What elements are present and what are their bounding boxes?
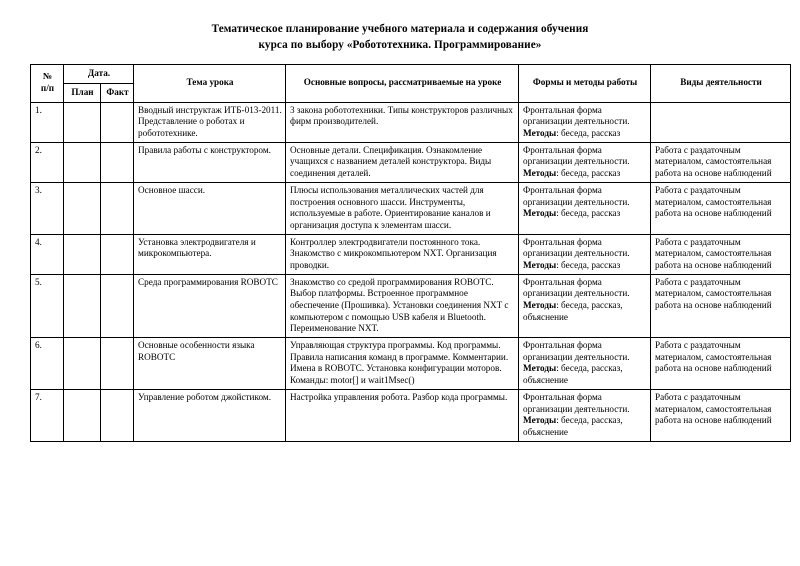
forms-methods-label: Методы [523, 208, 557, 219]
cell-activities: Работа с раздаточным материалом, самостоятельная работа на основе наблюдений [651, 274, 791, 337]
cell-questions: Основные детали. Спецификация. Ознакомление учащихся с названием деталей конструктора. Виды соединения деталей. [286, 142, 519, 182]
page-title-line-1: Тематическое планирование учебного материала и содержания обучения [211, 23, 589, 35]
cell-topic: Установка электродвигателя и микрокомпьютера. [134, 234, 286, 274]
forms-methods-value: : беседа, рассказ, объяснение [523, 415, 623, 437]
page-title [0, 0, 800, 54]
forms-methods-value: : беседа, рассказ [556, 128, 621, 139]
forms-methods-value: : беседа, рассказ, объяснение [523, 300, 623, 322]
table-row [31, 182, 791, 234]
cell-forms-and-methods [519, 102, 651, 142]
forms-organization-text: Фронтальная форма организации деятельности. [523, 276, 630, 299]
column-header-date: Дата. [64, 64, 134, 83]
cell-questions: Управляющая структура программы. Код программы. Правила написания команд в программе. Комментарии. Имена в ROBOTC. Установка конфигурации моторов. Команды: motor[] и wait1Msec() [286, 338, 519, 390]
cell-forms-and-methods [519, 142, 651, 182]
cell-activities [651, 102, 791, 142]
cell-date-fact [101, 142, 134, 182]
cell-date-plan [64, 182, 101, 234]
cell-questions: Знакомство со средой программирования ROBOTC. Выбор платформы. Встроенное программное обеспечение (Прошивка). Установки соединения NXT с компьютером с помощью USB кабеля и Bluetooth. Переименование NXT. [286, 274, 519, 337]
cell-date-plan [64, 274, 101, 337]
cell-questions: Плюсы использования металлических частей для построения основного шасси. Инструменты, используемые в работе. Ориентирование каналов и организация доступа к элементам шасси. [286, 182, 519, 234]
column-header-number-line-2: п/п [40, 83, 55, 94]
forms-organization-text: Фронтальная форма организации деятельности. [523, 340, 630, 362]
table-header-row-1 [31, 64, 791, 83]
column-header-number [31, 64, 64, 102]
cell-number: 2. [31, 142, 64, 182]
cell-questions: Настройка управления робота. Разбор кода программы. [286, 389, 519, 441]
table-row [31, 338, 791, 390]
forms-methods-value: : беседа, рассказ [556, 168, 621, 179]
cell-number: 5. [31, 274, 64, 337]
table-body [31, 102, 791, 441]
forms-methods-label: Методы [523, 363, 557, 374]
cell-date-fact [101, 182, 134, 234]
cell-forms-and-methods [519, 274, 651, 337]
cell-number: 7. [31, 389, 64, 441]
cell-activities: Работа с раздаточным материалом, самостоятельная работа на основе наблюдений [651, 182, 791, 234]
forms-organization-text: Фронтальная форма организации деятельности. [523, 184, 630, 207]
cell-topic: Вводный инструктаж ИТБ-013-2011. Представление о роботах и робототехнике. [134, 102, 286, 142]
cell-date-plan [64, 389, 101, 441]
table-row [31, 234, 791, 274]
cell-topic: Основное шасси. [134, 182, 286, 234]
cell-topic: Правила работы с конструктором. [134, 142, 286, 182]
cell-date-fact [101, 274, 134, 337]
forms-methods-label: Методы [523, 259, 557, 270]
cell-activities: Работа с раздаточным материалом, самостоятельная работа на основе наблюдений [651, 389, 791, 441]
cell-date-plan [64, 142, 101, 182]
table-row [31, 389, 791, 441]
column-header-plan: План [64, 83, 101, 102]
cell-forms-and-methods [519, 234, 651, 274]
cell-forms-and-methods [519, 338, 651, 390]
column-header-questions: Основные вопросы, рассматриваемые на уроке [286, 64, 519, 102]
column-header-topic: Тема урока [134, 64, 286, 102]
cell-activities: Работа с раздаточным материалом, самостоятельная работа на основе наблюдений [651, 142, 791, 182]
cell-date-fact [101, 389, 134, 441]
cell-forms-and-methods [519, 182, 651, 234]
table-row [31, 274, 791, 337]
cell-date-plan [64, 338, 101, 390]
cell-number: 6. [31, 338, 64, 390]
cell-activities: Работа с раздаточным материалом, самостоятельная работа на основе наблюдений [651, 338, 791, 390]
plan-table-container [0, 64, 800, 442]
cell-topic: Основные особенности языка ROBOTC [134, 338, 286, 390]
thematic-plan-table [30, 64, 791, 442]
column-header-fact: Факт [101, 83, 134, 102]
page-title-line-2: курса по выбору «Робототехника. Программирование» [258, 38, 542, 51]
column-header-activities: Виды деятельности [651, 64, 791, 102]
cell-topic: Управление роботом джойстиком. [134, 389, 286, 441]
cell-date-fact [101, 102, 134, 142]
table-row [31, 142, 791, 182]
cell-activities: Работа с раздаточным материалом, самостоятельная работа на основе наблюдений [651, 234, 791, 274]
forms-organization-text: Фронтальная форма организации деятельности. [523, 236, 630, 259]
forms-organization-text: Фронтальная форма организации деятельности. [523, 391, 630, 414]
cell-forms-and-methods [519, 389, 651, 441]
cell-date-fact [101, 234, 134, 274]
cell-questions: Контроллер электродвигатели постоянного тока. Знакомство с микрокомпьютером NXT. Организация проводки. [286, 234, 519, 274]
column-header-number-line-1: № [42, 71, 53, 82]
cell-topic: Среда программирования ROBOTC [134, 274, 286, 337]
cell-number: 4. [31, 234, 64, 274]
forms-methods-label: Методы [523, 300, 557, 311]
cell-questions: 3 закона робототехники. Типы конструкторов различных фирм производителей. [286, 102, 519, 142]
forms-methods-label: Методы [523, 128, 557, 139]
forms-organization-text: Фронтальная форма организации деятельности. [523, 144, 630, 167]
cell-number: 1. [31, 102, 64, 142]
cell-date-fact [101, 338, 134, 390]
forms-methods-label: Методы [523, 415, 557, 426]
table-header [31, 64, 791, 102]
cell-number: 3. [31, 182, 64, 234]
cell-date-plan [64, 102, 101, 142]
column-header-forms: Формы и методы работы [519, 64, 651, 102]
forms-methods-value: : беседа, рассказ, объяснение [523, 363, 623, 386]
table-row [31, 102, 791, 142]
forms-methods-label: Методы [523, 168, 557, 179]
forms-organization-text: Фронтальная форма организации деятельности. [523, 104, 630, 127]
cell-date-plan [64, 234, 101, 274]
forms-methods-value: : беседа, рассказ [556, 259, 621, 270]
forms-methods-value: : беседа, рассказ [556, 208, 621, 219]
